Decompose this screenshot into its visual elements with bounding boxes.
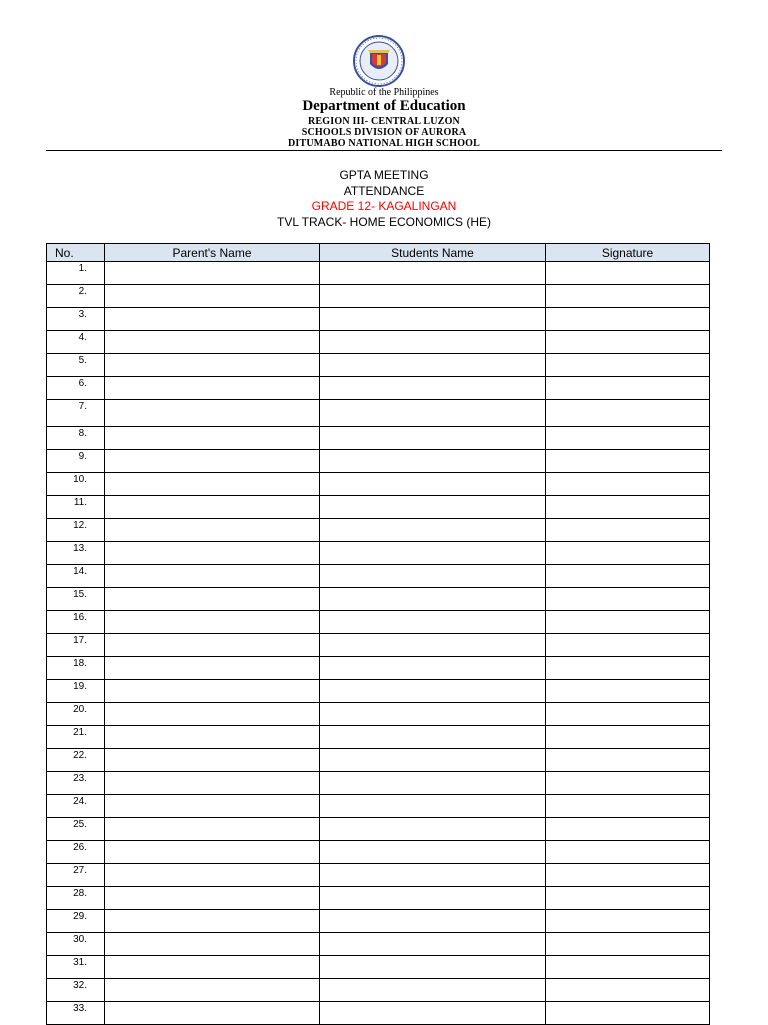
signature-cell[interactable]	[546, 262, 710, 285]
table-row	[47, 910, 710, 933]
student-name-cell[interactable]	[320, 450, 546, 473]
table-row	[47, 772, 710, 795]
table-row	[47, 588, 710, 611]
table-row	[47, 611, 710, 634]
table-row	[47, 749, 710, 772]
table-row	[47, 864, 710, 887]
row-number: 5.	[47, 354, 105, 377]
row-number: 29.	[47, 910, 105, 933]
row-number: 18.	[47, 657, 105, 680]
signature-cell[interactable]	[546, 450, 710, 473]
student-name-cell[interactable]	[320, 910, 546, 933]
row-number: 15.	[47, 588, 105, 611]
table-row	[47, 933, 710, 956]
parent-name-cell[interactable]	[105, 473, 320, 496]
parent-name-cell[interactable]	[105, 979, 320, 1002]
republic-line: Republic of the Philippines	[329, 87, 439, 98]
student-name-cell[interactable]	[320, 400, 546, 427]
row-number: 12.	[47, 519, 105, 542]
student-name-cell[interactable]	[320, 680, 546, 703]
signature-cell[interactable]	[546, 473, 710, 496]
form-title: GPTA MEETING	[339, 168, 429, 182]
signature-cell[interactable]	[546, 657, 710, 680]
parent-name-cell[interactable]	[105, 1002, 320, 1025]
student-name-cell[interactable]	[320, 703, 546, 726]
signature-cell[interactable]	[546, 427, 710, 450]
parent-name-cell[interactable]	[105, 331, 320, 354]
signature-cell[interactable]	[546, 910, 710, 933]
table-row	[47, 427, 710, 450]
signature-cell[interactable]	[546, 519, 710, 542]
parent-name-cell[interactable]	[105, 910, 320, 933]
table-row	[47, 887, 710, 910]
table-row	[47, 519, 710, 542]
student-name-cell[interactable]	[320, 588, 546, 611]
row-number: 16.	[47, 611, 105, 634]
grade-section: GRADE 12- KAGALINGAN	[311, 199, 457, 213]
row-number: 13.	[47, 542, 105, 565]
parent-name-cell[interactable]	[105, 795, 320, 818]
row-number: 26.	[47, 841, 105, 864]
student-name-cell[interactable]	[320, 565, 546, 588]
form-subtitle: ATTENDANCE	[343, 184, 425, 198]
row-number: 23.	[47, 772, 105, 795]
header-divider	[46, 150, 722, 151]
department-name: Department of Education	[302, 98, 466, 114]
row-number: 20.	[47, 703, 105, 726]
signature-cell[interactable]	[546, 772, 710, 795]
table-row	[47, 285, 710, 308]
parent-name-cell[interactable]	[105, 611, 320, 634]
row-number: 17.	[47, 634, 105, 657]
parent-name-cell[interactable]	[105, 308, 320, 331]
signature-cell[interactable]	[546, 841, 710, 864]
row-number: 9.	[47, 450, 105, 473]
signature-cell[interactable]	[546, 588, 710, 611]
row-number: 24.	[47, 795, 105, 818]
table-row	[47, 841, 710, 864]
table-row	[47, 262, 710, 285]
parent-name-cell[interactable]	[105, 841, 320, 864]
parent-name-cell[interactable]	[105, 887, 320, 910]
student-name-cell[interactable]	[320, 726, 546, 749]
col-header-parent: Parent's Name	[105, 244, 320, 262]
student-name-cell[interactable]	[320, 657, 546, 680]
row-number: 6.	[47, 377, 105, 400]
student-name-cell[interactable]	[320, 427, 546, 450]
parent-name-cell[interactable]	[105, 818, 320, 841]
parent-name-cell[interactable]	[105, 864, 320, 887]
row-number: 8.	[47, 427, 105, 450]
student-name-cell[interactable]	[320, 285, 546, 308]
student-name-cell[interactable]	[320, 473, 546, 496]
table-row	[47, 956, 710, 979]
student-name-cell[interactable]	[320, 795, 546, 818]
parent-name-cell[interactable]	[105, 726, 320, 749]
student-name-cell[interactable]	[320, 864, 546, 887]
row-number: 11.	[47, 496, 105, 519]
student-name-cell[interactable]	[320, 979, 546, 1002]
parent-name-cell[interactable]	[105, 377, 320, 400]
row-number: 2.	[47, 285, 105, 308]
row-number: 4.	[47, 331, 105, 354]
table-row	[47, 657, 710, 680]
table-row	[47, 354, 710, 377]
student-name-cell[interactable]	[320, 377, 546, 400]
student-name-cell[interactable]	[320, 887, 546, 910]
student-name-cell[interactable]	[320, 818, 546, 841]
student-name-cell[interactable]	[320, 496, 546, 519]
student-name-cell[interactable]	[320, 611, 546, 634]
signature-cell[interactable]	[546, 611, 710, 634]
table-row	[47, 1002, 710, 1025]
student-name-cell[interactable]	[320, 308, 546, 331]
parent-name-cell[interactable]	[105, 680, 320, 703]
signature-cell[interactable]	[546, 542, 710, 565]
row-number: 33.	[47, 1002, 105, 1025]
row-number: 32.	[47, 979, 105, 1002]
signature-cell[interactable]	[546, 354, 710, 377]
row-number: 27.	[47, 864, 105, 887]
region-line: REGION III- CENTRAL LUZON	[308, 116, 460, 127]
row-number: 31.	[47, 956, 105, 979]
table-row	[47, 634, 710, 657]
signature-cell[interactable]	[546, 565, 710, 588]
parent-name-cell[interactable]	[105, 285, 320, 308]
parent-name-cell[interactable]	[105, 657, 320, 680]
signature-cell[interactable]	[546, 285, 710, 308]
parent-name-cell[interactable]	[105, 496, 320, 519]
row-number: 7.	[47, 400, 105, 427]
student-name-cell[interactable]	[320, 331, 546, 354]
table-row	[47, 542, 710, 565]
table-row	[47, 400, 710, 427]
parent-name-cell[interactable]	[105, 542, 320, 565]
parent-name-cell[interactable]	[105, 354, 320, 377]
student-name-cell[interactable]	[320, 1002, 546, 1025]
signature-cell[interactable]	[546, 377, 710, 400]
signature-cell[interactable]	[546, 818, 710, 841]
school-line: DITUMABO NATIONAL HIGH SCHOOL	[287, 138, 481, 149]
signature-cell[interactable]	[546, 331, 710, 354]
table-row	[47, 473, 710, 496]
parent-name-cell[interactable]	[105, 588, 320, 611]
row-number: 21.	[47, 726, 105, 749]
attendance-table	[46, 243, 710, 1025]
parent-name-cell[interactable]	[105, 749, 320, 772]
table-row	[47, 565, 710, 588]
table-row	[47, 795, 710, 818]
table-row	[47, 331, 710, 354]
parent-name-cell[interactable]	[105, 262, 320, 285]
table-row	[47, 308, 710, 331]
signature-cell[interactable]	[546, 496, 710, 519]
col-header-signature: Signature	[546, 244, 710, 262]
signature-cell[interactable]	[546, 308, 710, 331]
parent-name-cell[interactable]	[105, 400, 320, 427]
row-number: 22.	[47, 749, 105, 772]
signature-cell[interactable]	[546, 400, 710, 427]
row-number: 19.	[47, 680, 105, 703]
row-number: 28.	[47, 887, 105, 910]
table-row	[47, 680, 710, 703]
student-name-cell[interactable]	[320, 354, 546, 377]
signature-cell[interactable]	[546, 956, 710, 979]
signature-cell[interactable]	[546, 933, 710, 956]
student-name-cell[interactable]	[320, 542, 546, 565]
student-name-cell[interactable]	[320, 956, 546, 979]
parent-name-cell[interactable]	[105, 450, 320, 473]
parent-name-cell[interactable]	[105, 427, 320, 450]
parent-name-cell[interactable]	[105, 956, 320, 979]
deped-seal-icon	[348, 34, 410, 88]
row-number: 1.	[47, 262, 105, 285]
table-row	[47, 818, 710, 841]
division-line: SCHOOLS DIVISION OF AURORA	[301, 127, 467, 138]
student-name-cell[interactable]	[320, 519, 546, 542]
signature-cell[interactable]	[546, 1002, 710, 1025]
signature-cell[interactable]	[546, 680, 710, 703]
row-number: 10.	[47, 473, 105, 496]
signature-cell[interactable]	[546, 703, 710, 726]
parent-name-cell[interactable]	[105, 634, 320, 657]
signature-cell[interactable]	[546, 726, 710, 749]
student-name-cell[interactable]	[320, 749, 546, 772]
parent-name-cell[interactable]	[105, 519, 320, 542]
table-row	[47, 703, 710, 726]
student-name-cell[interactable]	[320, 841, 546, 864]
student-name-cell[interactable]	[320, 772, 546, 795]
signature-cell[interactable]	[546, 749, 710, 772]
table-row	[47, 377, 710, 400]
signature-cell[interactable]	[546, 795, 710, 818]
row-number: 14.	[47, 565, 105, 588]
signature-cell[interactable]	[546, 634, 710, 657]
parent-name-cell[interactable]	[105, 703, 320, 726]
student-name-cell[interactable]	[320, 634, 546, 657]
parent-name-cell[interactable]	[105, 933, 320, 956]
table-row	[47, 979, 710, 1002]
parent-name-cell[interactable]	[105, 565, 320, 588]
col-header-student: Students Name	[320, 244, 546, 262]
col-header-no: No.	[47, 244, 105, 262]
table-header-row	[47, 244, 710, 262]
table-row	[47, 726, 710, 749]
parent-name-cell[interactable]	[105, 772, 320, 795]
table-row	[47, 496, 710, 519]
signature-cell[interactable]	[546, 979, 710, 1002]
row-number: 25.	[47, 818, 105, 841]
signature-cell[interactable]	[546, 887, 710, 910]
track-line: TVL TRACK- HOME ECONOMICS (HE)	[276, 215, 491, 229]
student-name-cell[interactable]	[320, 262, 546, 285]
student-name-cell[interactable]	[320, 933, 546, 956]
signature-cell[interactable]	[546, 864, 710, 887]
table-row	[47, 450, 710, 473]
row-number: 30.	[47, 933, 105, 956]
row-number: 3.	[47, 308, 105, 331]
